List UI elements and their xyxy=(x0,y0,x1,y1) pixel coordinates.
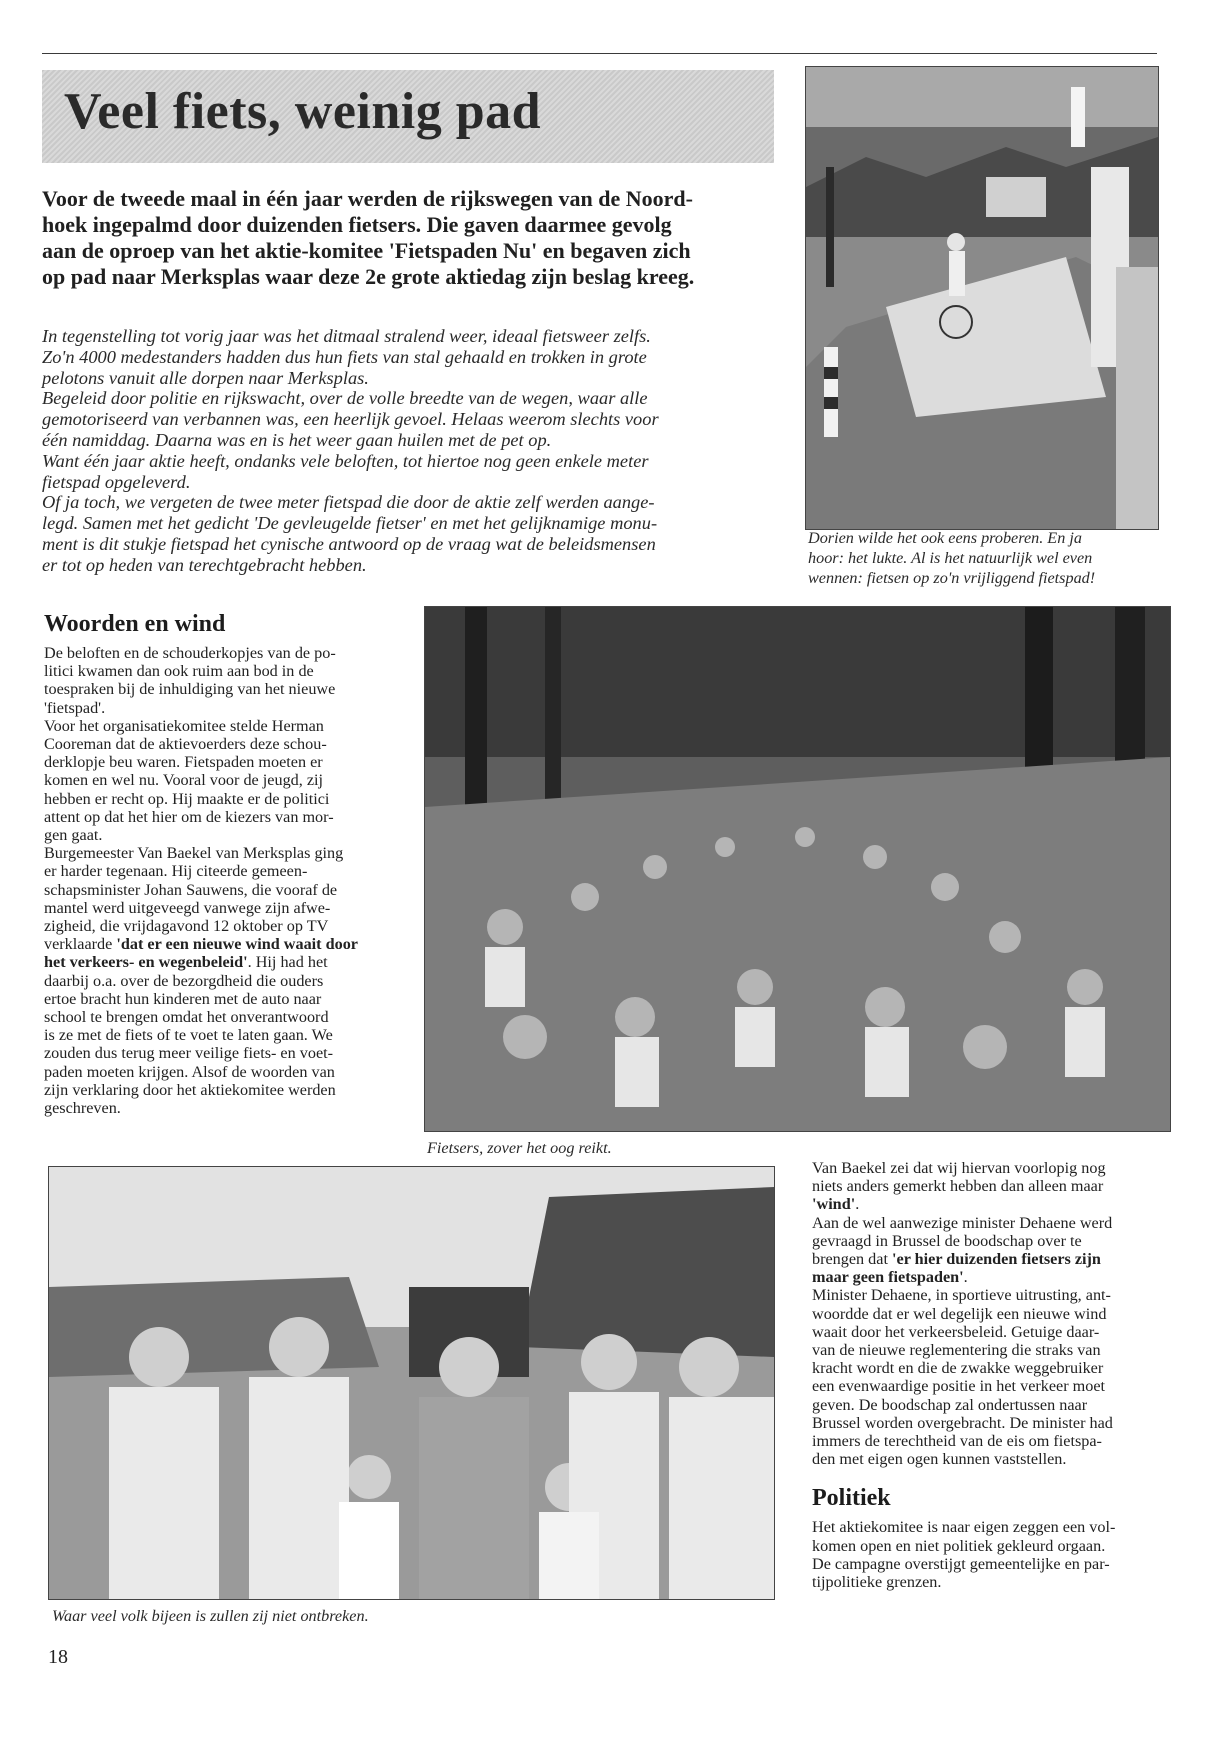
title-banner xyxy=(42,70,774,163)
photo-people-image xyxy=(49,1167,774,1599)
page-number: 18 xyxy=(48,1646,68,1668)
woorden-bold-quote: 'dat er een nieuwe wind waait door het verkeers- en wegenbeleid' xyxy=(44,935,358,972)
article-title: Veel fiets, weinig pad xyxy=(64,83,542,140)
photo-girl-cycling-image xyxy=(806,67,1158,529)
section-right-column xyxy=(812,1159,1164,1591)
caption-photo-people: Waar veel volk bijeen is zullen zij niet ontbreken. xyxy=(52,1607,369,1625)
section-woorden-en-wind xyxy=(44,610,404,1117)
body-woorden-en-wind xyxy=(44,644,404,1117)
heading-politiek: Politiek xyxy=(812,1485,891,1512)
woorden-text-1: De beloften en de schouderkopjes van de po- litici kwamen dan ook ruim aan bod in de toespraken bij de inhuldiging van het nieuwe 'fietspad'. Voor het organisatiekomitee stelde Herman Cooreman dat de aktievoerders deze schou- derklopje beu waren. Fietspaden moeten er komen en wel nu. Vooral voor de jeugd, zij hebben er recht op. Hij maakte er de politici attent op dat het hier om de kiezers van mor- gen gaat. Burgemeester Van Baekel van Merksplas ging er harder tegenaan. Hij citeerde gemeen- schapsminister Johan Sauwens, die vooraf de mantel werd uitgeveegd vanwege zijn afwe- zigheid, die vrijdagavond 12 oktober op TV verklaarde xyxy=(44,644,344,954)
top-rule xyxy=(42,53,1157,54)
right-bold-quote: 'er hier duizenden fietsers zijn maar geen fietspaden' xyxy=(812,1250,1101,1287)
article-italic-body: In tegenstelling tot vorig jaar was het ditmaal stralend weer, ideaal fietsweer zelfs. Zo'n 4000 medestanders hadden dus hun fiets van stal gehaald en trokken in grote pelotons vanuit alle dorpen naar Merksplas. Begeleid door politie en rijkswacht, over de volle breedte van de wegen, waar alle gemotoriseerd van verbannen was, een heerlijk gevoel. Helaas weerom slechts voor één namiddag. Daarna was en is het weer gaan huilen met de pet op. Want één jaar aktie heeft, ondanks vele beloften, tot hiertoe nog geen enkele meter fietspad opgeleverd. Of ja toch, we vergeten de twee meter fietspad die door de aktie zelf werden aange- legd. Samen met het gedicht 'De gevleugelde fietser' en met het gelijknamige monu- ment is dit stukje fietspad het cynische antwoord op de vraag wat de beleidsmensen er tot op heden van terechtgebracht hebben. xyxy=(42,326,659,575)
photo-girl-cycling xyxy=(805,66,1159,530)
woorden-text-2: . Hij had het daarbij o.a. over de bezorgdheid die ouders ertoe bracht hun kinderen met de auto naar school te brengen omdat het onverantwoord is ze met de fiets of te voet te laten gaan. We zouden dus terug meer veilige fiets- en voet- paden moeten krijgen. Alsof de woorden van zijn verklaring door het aktiekomitee werden geschreven. xyxy=(44,953,336,1118)
photo-crowd-cyclists xyxy=(424,606,1171,1132)
right-text-1: Van Baekel zei dat wij hiervan voorlopig nog niets anders gemerkt hebben dan alleen maar xyxy=(812,1159,1106,1196)
right-bold-wind: 'wind' xyxy=(812,1195,856,1214)
photo-crowd-image xyxy=(425,607,1170,1131)
body-right-column xyxy=(812,1159,1164,1468)
heading-woorden-en-wind: Woorden en wind xyxy=(44,611,226,637)
caption-photo-girl: Dorien wilde het ook eens proberen. En ja hoor: het lukte. Al is het natuurlijk wel even wennen: fietsen op zo'n vrijliggend fietspad! xyxy=(808,529,1096,587)
right-text-3: . Minister Dehaene, in sportieve uitrusting, ant- woordde dat er wel degelijk een nieuwe wind waait door het verkeersbeleid. Getuige daar- van de nieuwe reglementering die straks van kracht wordt en die de zwakke weggebruiker een evenwaardige positie in het verkeer moet geven. De boodschap zal ondertussen naar Brussel worden overgebracht. De minister had immers de terechtheid van de eis om fietspa- den met eigen ogen kunnen vaststellen. xyxy=(812,1268,1113,1469)
article-intro: Voor de tweede maal in één jaar werden de rijkswegen van de Noord- hoek ingepalmd door duizenden fietsers. Die gaven daarmee gevolg aan de oproep van het aktie-komitee 'Fietspaden Nu' en begaven zich op pad naar Merksplas waar deze 2e grote aktiedag zijn beslag kreeg. xyxy=(42,186,695,289)
body-politiek: Het aktiekomitee is naar eigen zeggen een vol- komen open en niet politiek gekleurd orgaan. De campagne overstijgt gemeentelijke en par- tijpolitieke grenzen. xyxy=(812,1518,1116,1592)
right-text-2: . Aan de wel aanwezige minister Dehaene werd gevraagd in Brussel de boodschap over te brengen dat xyxy=(812,1195,1113,1269)
photo-people-gathered xyxy=(48,1166,775,1600)
caption-photo-crowd: Fietsers, zover het oog reikt. xyxy=(427,1139,612,1157)
